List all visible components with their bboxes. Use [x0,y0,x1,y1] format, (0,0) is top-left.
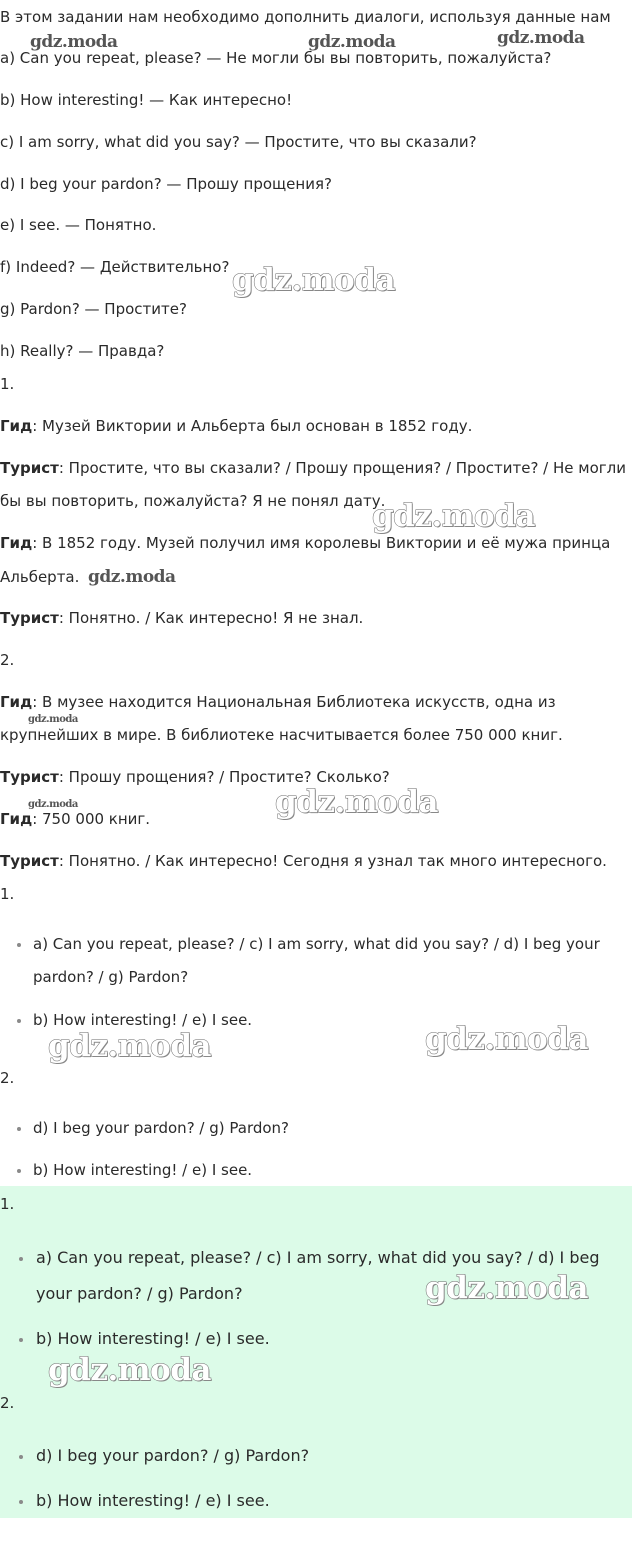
dialog-line [0,416,472,436]
speaker-guide: Гид [0,534,33,552]
dialog-line: Альберта. [0,568,80,586]
phrase-item: f) Indeed? — Действительно? [0,258,230,276]
dialog-line [0,608,363,628]
phrase-item: c) I am sorry, what did you say? — Простите, что вы сказали? [0,133,477,151]
phrase-item: g) Pardon? — Простите? [0,300,187,318]
answer-item: d) I beg your pardon? / g) Pardon? [33,1119,290,1137]
watermark: gdz.moda [232,262,395,298]
watermark: gdz.moda [425,1270,588,1306]
bullet-dot [17,1127,21,1131]
speaker-tourist: Турист [0,768,59,786]
speaker-guide: Гид [0,693,33,711]
phrase-item: e) I see. — Понятно. [0,216,157,234]
answer-item: your pardon? / g) Pardon? [36,1284,243,1303]
bullet-dot [19,1500,23,1504]
dialog-line [0,533,610,553]
dialog-line: крупнейших в мире. В библиотеке насчитывается более 750 000 книг. [0,726,563,744]
bullet-dot [17,943,21,947]
dialog-text: : 750 000 книг. [32,810,151,828]
bullet-dot [17,1019,21,1023]
speaker-tourist: Турист [0,609,59,627]
dialog-line [0,692,556,712]
dialog-text: : В 1852 году. Музей получил имя королевы Виктории и её мужа принца [32,534,611,552]
watermark: gdz.moda [48,1028,211,1064]
watermark: gdz.moda [30,32,118,52]
dialog-line [0,767,390,787]
watermark: gdz.moda [48,1352,211,1388]
watermark: gdz.moda [28,799,78,810]
bullet-dot [19,1257,23,1261]
answer-number: 1. [0,1195,15,1213]
phrase-item: h) Really? — Правда? [0,342,165,360]
dialog-number: 2. [0,651,15,669]
dialog-text: : Музей Виктории и Альберта был основан в 1852 году. [32,417,473,435]
answer-number: 1. [0,885,15,903]
phrase-item: b) How interesting! — Как интересно! [0,91,293,109]
dialog-line: бы вы повторить, пожалуйста? Я не понял дату. [0,492,386,510]
speaker-tourist: Турист [0,459,59,477]
dialog-text: : Понятно. / Как интересно! Сегодня я узнал так много интересного. [58,852,607,870]
speaker-tourist: Турист [0,852,59,870]
dialog-text: : Простите, что вы сказали? / Прошу прощения? / Простите? / Не могли [58,459,626,477]
bullet-dot [19,1455,23,1459]
phrase-item: d) I beg your pardon? — Прошу прощения? [0,175,332,193]
dialog-number: 1. [0,375,15,393]
watermark: gdz.moda [28,714,78,725]
watermark: gdz.moda [497,28,585,48]
dialog-line [0,809,150,829]
dialog-line [0,851,607,871]
answer-number: 2. [0,1069,15,1087]
answer-item: b) How interesting! / e) I see. [33,1161,253,1179]
dialog-text: : В музее находится Национальная Библиотека искусств, одна из [32,693,556,711]
answer-item: b) How interesting! / e) I see. [36,1329,270,1348]
answer-item: a) Can you repeat, please? / c) I am sorry, what did you say? / d) I beg [36,1248,600,1267]
bullet-dot [19,1338,23,1342]
bullet-dot [17,1169,21,1173]
watermark: gdz.moda [425,1021,588,1057]
watermark: gdz.moda [88,567,176,587]
watermark: gdz.moda [308,32,396,52]
answer-item: b) How interesting! / e) I see. [36,1491,270,1510]
watermark: gdz.moda [275,784,438,820]
speaker-guide: Гид [0,417,33,435]
answer-item: b) How interesting! / e) I see. [33,1011,253,1029]
dialog-text: : Понятно. / Как интересно! Я не знал. [58,609,364,627]
dialog-text: : Прошу прощения? / Простите? Сколько? [58,768,390,786]
answer-item: d) I beg your pardon? / g) Pardon? [36,1446,310,1465]
answer-item: pardon? / g) Pardon? [33,968,189,986]
intro-text: В этом задании нам необходимо дополнить диалоги, используя данные нам [0,8,611,26]
phrase-item: a) Can you repeat, please? — Не могли бы вы повторить, пожалуйста? [0,49,552,67]
watermark: gdz.moda [372,498,535,534]
answer-number: 2. [0,1394,15,1412]
answer-item: a) Can you repeat, please? / c) I am sorry, what did you say? / d) I beg your [33,935,600,953]
dialog-line [0,458,626,478]
speaker-guide: Гид [0,810,33,828]
